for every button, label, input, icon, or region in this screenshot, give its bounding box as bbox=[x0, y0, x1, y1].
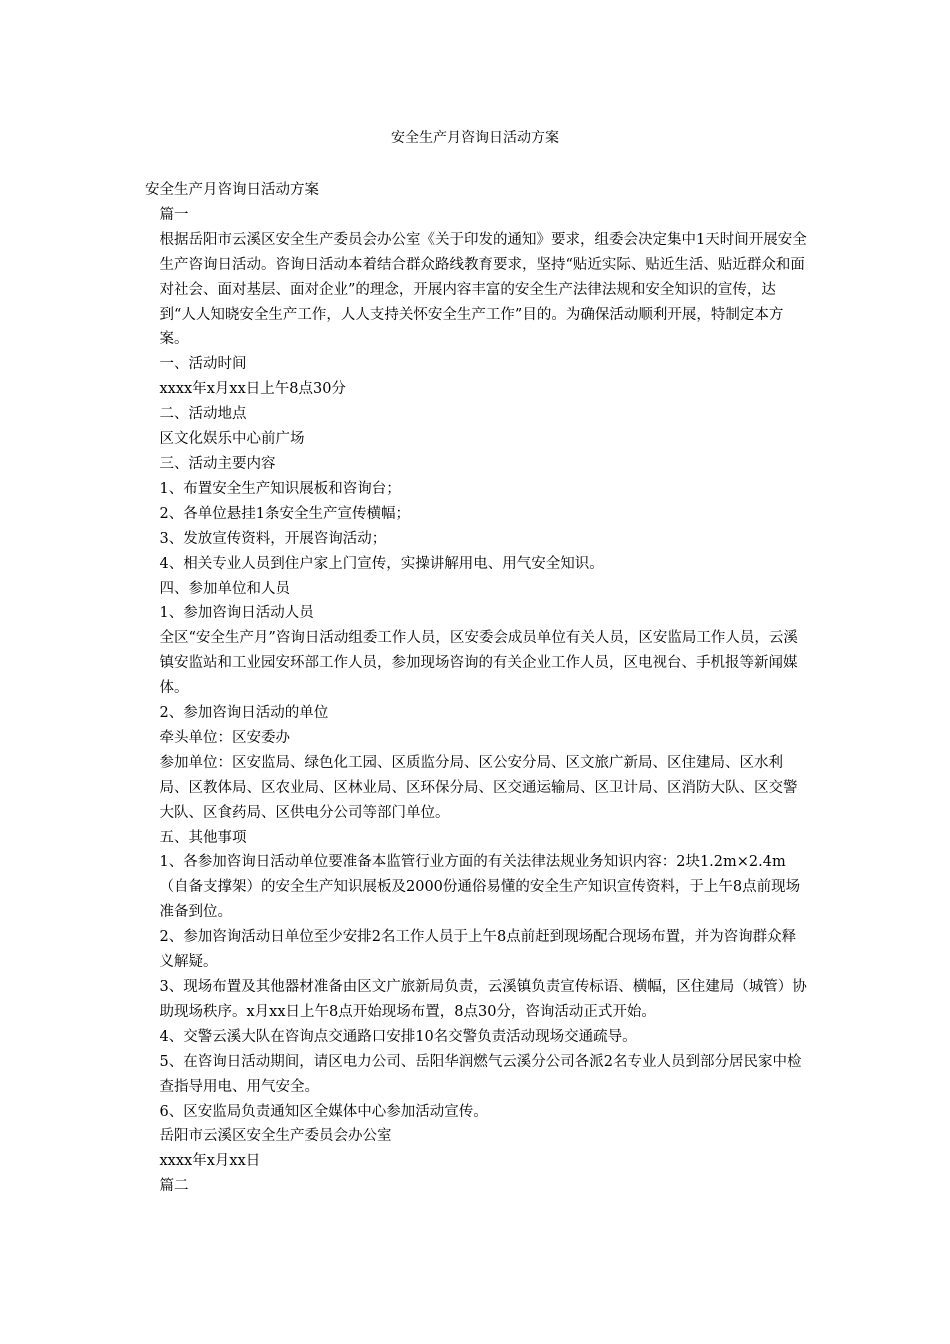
paragraph: 篇一 bbox=[159, 206, 189, 223]
paragraph: 2、参加咨询活动日单位至少安排2名工作人员于上午8点前赶到现场配合现场布置，并为咨询群众释义解疑。 bbox=[159, 929, 797, 971]
paragraph: 3、发放宣传资料，开展咨询活动； bbox=[159, 530, 387, 547]
paragraph: 4、相关专业人员到住户家上门宣传，实操讲解用电、用气安全知识。 bbox=[159, 555, 604, 572]
paragraph: 一、活动时间 bbox=[159, 356, 247, 373]
paragraph: xxxx年x月xx日上午8点30分 bbox=[159, 381, 346, 398]
paragraph: 6、区安监局负责通知区全媒体中心参加活动宣传。 bbox=[159, 1103, 488, 1120]
paragraph: 三、活动主要内容 bbox=[159, 455, 276, 472]
paragraph: 篇二 bbox=[159, 1178, 189, 1195]
paragraph: 牵头单位：区安委办 bbox=[159, 729, 290, 746]
document-title: 安全生产月咨询日活动方案 bbox=[391, 130, 559, 146]
paragraph: 1、参加咨询日活动人员 bbox=[159, 605, 314, 622]
paragraph: 1、布置安全生产知识展板和咨询台； bbox=[159, 480, 401, 497]
paragraph: 5、在咨询日活动期间，请区电力公司、岳阳华润燃气云溪分公司各派2名专业人员到部分居民家中检查指导用电、用气安全。 bbox=[159, 1053, 802, 1095]
paragraph: 全区“安全生产月”咨询日活动组委工作人员，区安委会成员单位有关人员，区安监局工作人员，云溪镇安监站和工业园安环部工作人员，参加现场咨询的有关企业工作人员，区电视台、手机报等新闻媒体。 bbox=[159, 630, 798, 697]
paragraph: 五、其他事项 bbox=[159, 829, 247, 846]
paragraph: 四、参加单位和人员 bbox=[159, 580, 290, 597]
paragraph: 1、各参加咨询日活动单位要准备本监管行业方面的有关法律法规业务知识内容：2块1.2m×2.4m（自备支撑架）的安全生产知识展板及2000份通俗易懂的安全生产知识宣传资料，于上午8点前现场准备到位。 bbox=[159, 854, 801, 921]
paragraph: 2、各单位悬挂1条安全生产宣传横幅； bbox=[159, 505, 410, 522]
paragraph: 2、参加咨询日活动的单位 bbox=[159, 705, 329, 722]
paragraph: 岳阳市云溪区安全生产委员会办公室 bbox=[159, 1128, 392, 1145]
document-body bbox=[145, 178, 810, 1199]
paragraph: xxxx年x月xx日 bbox=[159, 1153, 261, 1170]
paragraph: 区文化娱乐中心前广场 bbox=[159, 431, 305, 448]
paragraph: 3、现场布置及其他器材准备由区文广旅新局负责，云溪镇负责宣传标语、横幅，区住建局（城管）协助现场秩序。x月xx日上午8点开始现场布置，8点30分，咨询活动正式开始。 bbox=[159, 979, 807, 1020]
paragraph: 参加单位：区安监局、绿色化工园、区质监分局、区公安分局、区文旅广新局、区住建局、区水利局、区教体局、区农业局、区林业局、区环保分局、区交通运输局、区卫计局、区消防大队、区交警大队、区食药局、区供电分公司等部门单位。 bbox=[159, 754, 798, 821]
paragraph: 二、活动地点 bbox=[159, 406, 247, 423]
paragraph: 4、交警云溪大队在咨询点交通路口安排10名交警负责活动现场交通疏导。 bbox=[159, 1028, 637, 1045]
paragraph: 安全生产月咨询日活动方案 bbox=[145, 182, 319, 198]
paragraph: 根据岳阳市云溪区安全生产委员会办公室《关于印发的通知》要求，组委会决定集中1天时间开展安全生产咨询日活动。咨询日活动本着结合群众路线教育要求，坚持“贴近实际、贴近生活、贴近群众和面对社会、面对基层、面对企业”的理念，开展内容丰富的安全生产法律法规和安全知识的宣传，达到“人人知晓安全生产工作，人人支持关怀安全生产工作”目的。为确保活动顺利开展，特制定本方案。 bbox=[159, 231, 807, 348]
